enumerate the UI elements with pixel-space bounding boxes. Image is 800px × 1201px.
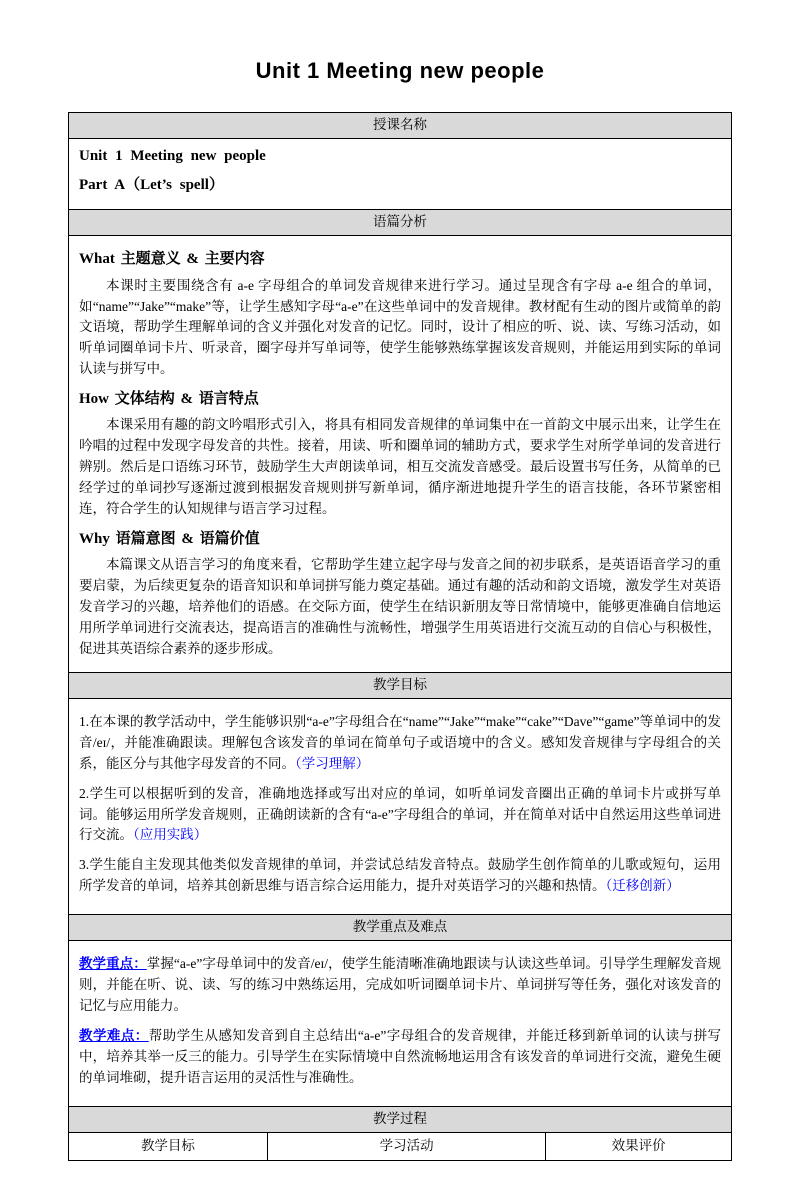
- row-text-analysis: [69, 236, 732, 673]
- objective-tag-1: （学习理解）: [295, 755, 370, 771]
- row-objectives: [69, 698, 732, 914]
- keypoint-label: 教学重点：: [79, 956, 147, 972]
- process-col-objectives: 教学目标: [69, 1132, 268, 1160]
- objective-item-1: [79, 712, 721, 775]
- row-keypoints: [69, 941, 732, 1107]
- analysis-heading-how: How 文体结构 & 语言特点: [79, 391, 259, 408]
- course-unit-title: Unit 1 Meeting new people: [79, 147, 266, 164]
- objective-tag-2: （应用实践）: [133, 827, 208, 843]
- row-keypoints-header: [69, 915, 732, 941]
- section-header-keypoints: 教学重点及难点: [69, 915, 732, 941]
- analysis-heading-why: Why 语篇意图 & 语篇价值: [79, 531, 260, 548]
- course-title-cell: [69, 138, 732, 210]
- row-course-name: [69, 138, 732, 210]
- page-title: Unit 1 Meeting new people: [255, 58, 545, 83]
- objective-item-3: [79, 855, 721, 897]
- row-text-analysis-header: [69, 210, 732, 236]
- analysis-heading-what: What 主题意义 & 主要内容: [79, 251, 265, 268]
- lesson-plan-table: [68, 112, 732, 1161]
- objective-item-2: [79, 784, 721, 847]
- course-part-title: Part A（Let’s spell）: [79, 177, 224, 194]
- section-header-objectives: 教学目标: [69, 672, 732, 698]
- row-process-columns: [69, 1132, 732, 1160]
- section-header-course-name: 授课名称: [69, 113, 732, 139]
- row-objectives-header: [69, 672, 732, 698]
- analysis-body-how: 本课采用有趣的韵文吟唱形式引入，将具有相同发音规律的单词集中在一首韵文中展示出来，让学生在吟唱的过程中发现字母发音的共性。接着，用读、听和圈单词的辅助方式，要求学生对所学单词的发音进行辨别。然后是口语练习环节，鼓励学生大声朗读单词，相互交流发音感受。最后设置书写任务，从简单的已经学过的单词抄写逐渐过渡到根据发音规则拼写新单词，循序渐进地提升学生的语言技能，各环节紧密相连，符合学生的认知规律与语言学习过程。: [79, 417, 721, 517]
- text-analysis-cell: [69, 236, 732, 673]
- keypoints-cell: [69, 941, 732, 1107]
- teaching-keypoint: [79, 954, 721, 1017]
- row-process-header: [69, 1106, 732, 1132]
- section-header-process: 教学过程: [69, 1106, 732, 1132]
- difficulty-label: 教学难点：: [79, 1027, 149, 1043]
- row-course-name-header: [69, 113, 732, 139]
- process-col-activities: 学习活动: [267, 1132, 545, 1160]
- objective-text-1: 1.在本课的教学活动中，学生能够识别“a-e”字母组合在“name”“Jake”“make”“cake”“Dave”“game”等单词中的发音/eɪ/，并能准确跟读。理解包含该发音的单词在简单句子或语境中的含义。感知发音规律与字母组合的关系，能区分与其他字母发音的不同。: [79, 713, 721, 771]
- objectives-cell: [69, 698, 732, 914]
- objective-text-2: 2.学生可以根据听到的发音，准确地选择或写出对应的单词，如听单词发音圈出正确的单词卡片或拼写单词。能够运用所学发音规则，正确朗读新的含有“a-e”字母组合的单词，并在简单对话中自然运用这些单词进行交流。: [79, 785, 721, 843]
- objective-tag-3: （迁移创新）: [605, 878, 680, 894]
- process-col-evaluation: 效果评价: [546, 1132, 732, 1160]
- analysis-body-why: 本篇课文从语言学习的角度来看，它帮助学生建立起字母与发音之间的初步联系，是英语语音学习的重要启蒙，为后续更复杂的语音知识和单词拼写能力奠定基础。通过有趣的活动和韵文语境，激发学生对英语发音学习的兴趣，培养他们的语感。在交际方面，使学生在结识新朋友等日常情境中，能够更准确自信地运用所学单词进行交流表达，提高语言的准确性与流畅性，增强学生用英语进行交流互动的自信心与积极性，促进其英语综合素养的逐步形成。: [79, 557, 721, 656]
- objective-text-3: 3.学生能自主发现其他类似发音规律的单词，并尝试总结发音特点。鼓励学生创作简单的儿歌或短句，运用所学发音的单词，培养其创新思维与语言综合运用能力，提升对英语学习的兴趣和热情。: [79, 857, 721, 894]
- section-header-text-analysis: 语篇分析: [69, 210, 732, 236]
- keypoint-text: 掌握“a-e”字母单词中的发音/eɪ/，使学生能清晰准确地跟读与认读这些单词。引导学生理解发音规则，并能在听、说、读、写的练习中熟练运用，完成如听词圈单词卡片、单词拼写等任务，强化对该发音的记忆与应用能力。: [79, 956, 721, 1013]
- teaching-difficulty: [79, 1026, 721, 1089]
- analysis-body-what: 本课时主要围绕含有 a-e 字母组合的单词发音规律来进行学习。通过呈现含有字母 a-e 组合的单词，如“name”“Jake”“make”等，让学生感知字母“a-e”在这些单词中的发音规律。教材配有生动的图片或简单的韵文语境，帮助学生理解单词的含义并强化对发音的记忆。同时，设计了相应的听、说、读、写练习活动，如听单词圈单词卡片、听录音，圈字母并写单词等，使学生能够熟练掌握该发音规则，并能运用到实际的单词认读与拼写中。: [79, 277, 721, 377]
- difficulty-text: 帮助学生从感知发音到自主总结出“a-e”字母组合的发音规律，并能迁移到新单词的认读与拼写中，培养其举一反三的能力。引导学生在实际情境中自然流畅地运用含有该发音的单词进行交流，避免生硬的单词堆砌，提升语言运用的灵活性与准确性。: [79, 1027, 722, 1085]
